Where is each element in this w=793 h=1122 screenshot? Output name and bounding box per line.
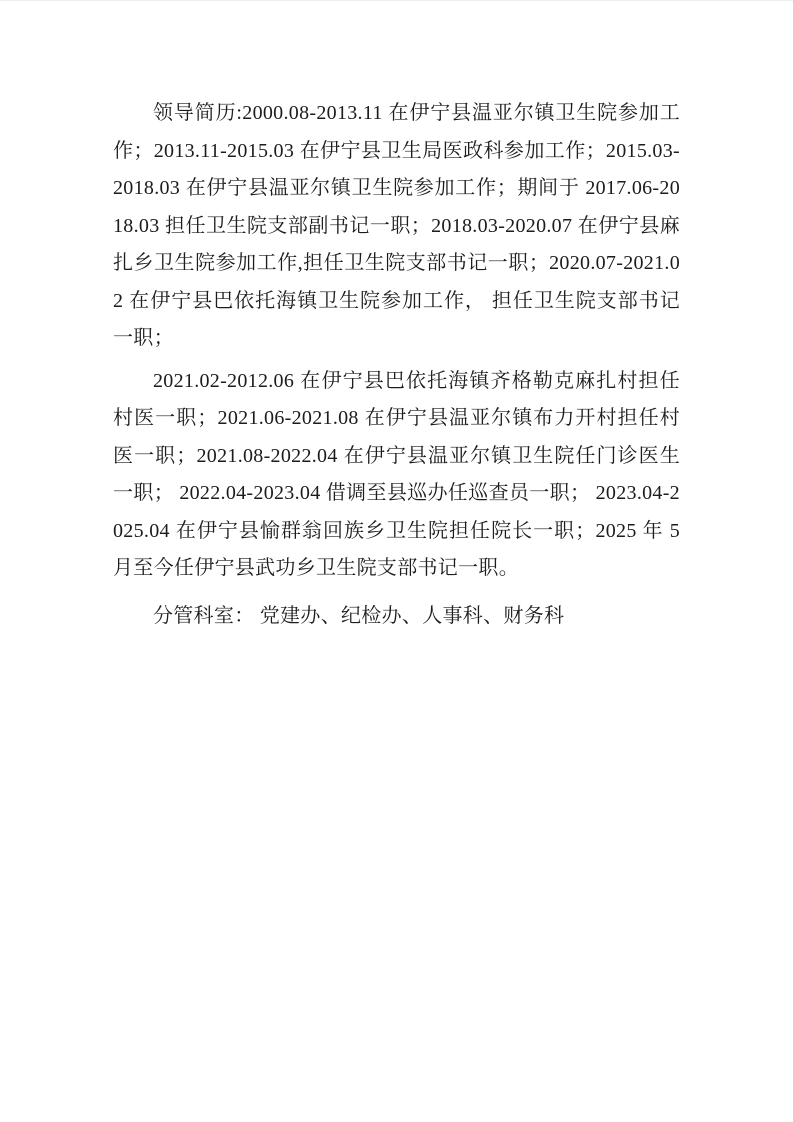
paragraph-recent-positions: 2021.02-2012.06 在伊宁县巴依托海镇齐格勒克麻扎村担任村医一职；2021.06-2021.08 在伊宁县温亚尔镇布力开村担任村医一职；2021.08-2022.04 在伊宁县温亚尔镇卫生院任门诊医生一职； 2022.04-2023.04 借调至县巡办任巡查员一职； 2023.04-2025.04 在伊宁县愉群翁回族乡卫生院担任院长一职；2025 年 5 月至今任伊宁县武功乡卫生院支部书记一职。: [113, 369, 680, 579]
paragraph-leader-resume: 领导简历:2000.08-2013.11 在伊宁县温亚尔镇卫生院参加工作；2013.11-2015.03 在伊宁县卫生局医政科参加工作；2015.03-2018.03 在伊宁县温亚尔镇卫生院参加工作；期间于 2017.06-2018.03 担任卫生院支部副书记一职；2018.03-2020.07 在伊宁县麻扎乡卫生院参加工作,担任卫生院支部书记一职；2020.07-2021.02 在伊宁县巴依托海镇卫生院参加工作， 担任卫生院支部书记一职；: [113, 102, 680, 349]
paragraph-departments-in-charge: 分管科室： 党建办、纪检办、人事科、财务科: [153, 604, 565, 627]
